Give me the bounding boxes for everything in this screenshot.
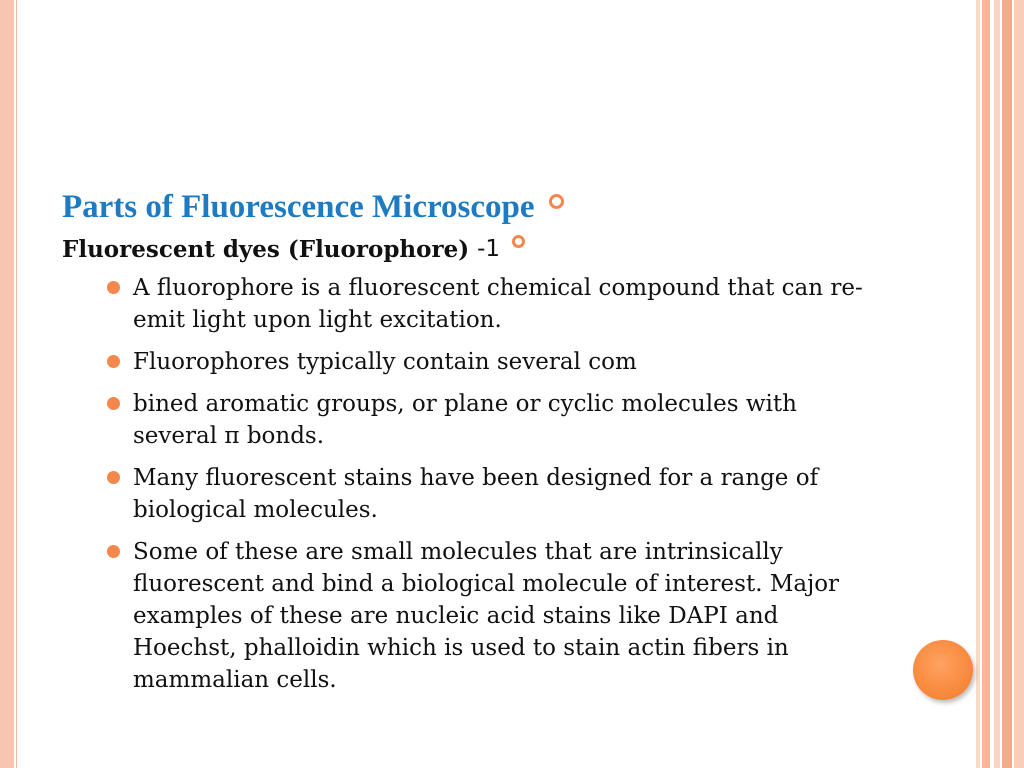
bullet-dot-icon [107,355,120,368]
bullet-dot-icon [107,471,120,484]
bullet-dot-icon [107,281,120,294]
left-border-line [16,0,17,768]
ring-bullet-icon [512,235,525,248]
right-border-decoration [976,0,1024,768]
bullet-dot-icon [107,545,120,558]
bullet-list [62,272,882,696]
subtitle-bold-text: Fluorescent dyes (Fluorophore) [62,235,470,263]
ring-bullet-icon [549,194,564,209]
subtitle-suffix: -1 [477,236,501,262]
slide-subtitle [62,232,882,266]
bullet-dot-icon [107,397,120,410]
list-item: bined aromatic groups, or plane or cyclic molecules with several π bonds. [107,388,882,452]
list-item: Fluorophores typically contain several com [107,346,882,378]
list-item: Many fluorescent stains have been designed for a range of biological molecules. [107,462,882,526]
left-border-decoration [0,0,14,768]
list-item: A fluorophore is a fluorescent chemical compound that can re-emit light upon light excitation. [107,272,882,336]
slide-title [62,186,882,228]
slide-title-text: Parts of Fluorescence Microscope [62,188,535,225]
decorative-orange-circle [913,640,973,700]
slide-content [62,186,882,706]
list-item: Some of these are small molecules that are intrinsically fluorescent and bind a biological molecule of interest. Major examples of these are nucleic acid stains like DAPI and Hoechst, phalloidin which is used to stain actin fibers in mammalian cells. [107,536,882,696]
